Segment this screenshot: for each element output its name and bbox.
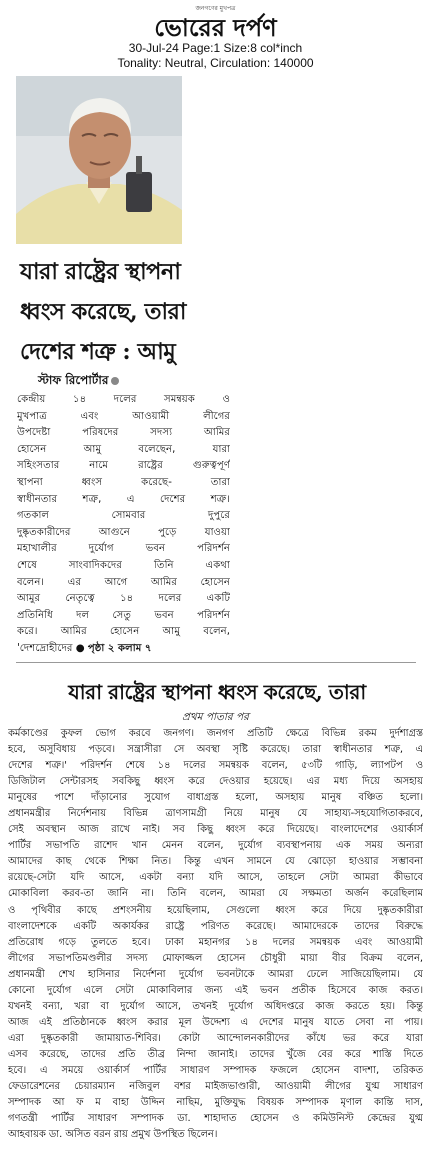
story-line: মোকাবিলা করব-তা জানি না। তিনি বলেন, আমরা যে সক্ষমতা অর্জন করেছিলাম <box>8 888 423 900</box>
continued-story <box>8 726 423 1143</box>
continued-headline: যারা রাষ্ট্রের স্থাপনা ধ্বংস করেছে, তারা <box>68 680 366 704</box>
story-line: গতকাল সোমবার দুপুরে <box>17 510 230 522</box>
main-headline-line: দেশের শত্রু : আমু <box>20 339 176 365</box>
clip-info: 30-Jul-24 Page:1 Size:8 col*inch <box>128 41 303 55</box>
main-headline <box>20 252 216 372</box>
story-line: সহিংসতার নামে রাষ্ট্রের গুরুত্বপূর্ণ <box>17 460 230 472</box>
story-line: সেই অবস্থান আজ রাখে নাই। সব কিছু ধ্বংস করে দিয়েছে। বাংলাদেশের ওয়ার্কার্স <box>8 824 423 836</box>
story-line-jump: 'দেশদ্রোহীদের ● পৃষ্ঠা ২ কলাম ৭ <box>17 642 152 654</box>
story-line: দুষ্কৃতকারীদের আগুনে পুড়ে যাওয়া <box>17 526 230 538</box>
story-line: প্রতিনিধি দল সেতু ভবন পরিদর্শন <box>17 609 230 621</box>
story-line: করে। আমির হোসেন আমু বলেন, <box>17 626 230 638</box>
main-headline-line: যারা রাষ্ট্রের স্থাপনা <box>20 259 181 285</box>
story-tail-text: 'দেশদ্রোহীদের <box>17 642 73 654</box>
story-line: ডিজিটাল সেন্টারসহ সবকিছু ধ্বংস করে দেওয়ার হয়েছে। এর মধ্য দিয়ে অসহায় <box>8 776 423 788</box>
story-line: আমুর নেতৃত্বে ১৪ দলের একটি <box>17 593 230 605</box>
story-line: প্রধানমন্ত্রী শেখ হাসিনার নির্দেশনা দুর্যোগ ভবনটাকে আমরা ঢেলে সাজিয়েছিলাম। যে <box>8 968 423 980</box>
story-line: মুখপাত্র এবং আওয়ামী লীগের <box>17 410 230 422</box>
story-line: উপদেষ্টা পরিষদের সদস্য আমির <box>17 427 230 439</box>
story-line: সম্পাদক আ ফ ম বাহা উদ্দিন নাছিম, মুক্তিযুদ্ধ বিষয়ক সম্পাদক মৃণাল কান্তি দাস, <box>8 1097 423 1109</box>
section-divider <box>16 662 416 663</box>
story-line: হোসেন আমু বলেছেন, যারা <box>17 443 230 455</box>
story-line: আজ এই প্রতিষ্ঠানকে ধ্বংস করার মূল উদ্দেশ্য এ দেশের মানুষ যাতে সেবা না পায়। <box>8 1016 423 1028</box>
main-headline-line: ধ্বংস করেছে, তারা <box>20 299 186 325</box>
continued-from-label: প্রথম পাতার পর <box>182 711 249 723</box>
clip-stats: Tonality: Neutral, Circulation: 140000 <box>117 56 314 70</box>
story-line: কেন্দ্রীয় ১৪ দলের সমন্বয়ক ও <box>17 394 230 405</box>
story-line: গণতন্ত্রী পার্টির সাধারণ সম্পাদক ডা. শাহাদাত হোসেন ও কমিউনিস্ট কেন্দ্রের যুগ্ম <box>8 1113 423 1125</box>
story-line: এরা দুষ্কৃতকারী জামায়াত-শিবির। কোটা আন্দোলনকারীদের কাঁধে ভর করে যারা <box>8 1032 423 1044</box>
story-line: ফেডারেশনের চেয়ারম্যান নজিবুল বশর মাইজভাণ্ডারী, আওয়ামী লীগের যুগ্ম সাধারণ <box>8 1081 423 1093</box>
story-line: আমাদের কাছ থেকে শিক্ষা নিত। কিন্তু এখন সামনে যে ঝোড়ো হাওয়ার সম্ভাবনা <box>8 856 423 868</box>
story-line: আহবায়ক ডা. অসিত বরন রায় প্রমুখ উপস্থিত ছিলেন। <box>8 1129 218 1141</box>
story-line: কোনো দুর্যোগ এলে সেটা মোকাবিলার জন্য এই ভবন প্রতীক হিসেবে কাজ করত। <box>8 984 423 996</box>
story-line: এসব করেছে, তাদের প্রতি তীব্র নিন্দা জানাই। তাদের খুঁজে বের করে শাস্তি দিতে <box>8 1048 423 1060</box>
byline-dot-icon <box>111 377 119 385</box>
story-line: স্থাপনা ধ্বংস করেছে- তারা <box>17 476 230 488</box>
story-line: লীগের সভাপতিমণ্ডলীর সদস্য মোফাজ্জল হোসেন চৌধুরী মায়া বীর বিক্রম বলেন, <box>8 952 423 964</box>
story-line: যখনই বন্যা, খরা বা দুর্যোগ আসে, তখনই দুর্যোগ অধিদপ্তরে কাজ করতে হয়। কিন্তু <box>8 1000 423 1012</box>
story-line: হবে, অসুবিধায় পড়বে। সন্ত্রাসীরা সে অবস্থা সৃষ্টি করেছে। তারা স্বাধীনতার শত্রু, এ <box>8 744 423 756</box>
story-line: দেশের শত্রু।' পরিদর্শন শেষে ১৪ দলের সমন্বয়ক বলেন, ৫৩টি গাড়ি, ল্যাপটপ ও <box>8 760 423 772</box>
story-line: বাংলাদেশকে একটি অকার্যকর রাষ্ট্রে পরিণত করেছে। আমাদেরকে তাদের বিরুদ্ধে <box>8 920 423 932</box>
story-line: প্রধানমন্ত্রীর নির্দেশনায় বিভিন্ন ত্রাণসামগ্রী নিয়ে মানুষ যে সাহায্য-সহযোগিতাকরবে, <box>8 808 423 820</box>
jump-reference: পৃষ্ঠা ২ কলাম ৭ <box>87 642 152 654</box>
story-line: প্রতিরোধ গড়ে তুলতে হবে। ঢাকা মহানগর ১৪ দলের সমন্বয়ক এবং আওয়ামী <box>8 936 423 948</box>
story-line: বলেন। এর আগে আমির হোসেন <box>17 576 230 588</box>
story-line: শেষে সাংবাদিকদের তিনি একথা <box>17 559 230 571</box>
story-line: মানুষের পাশে দাঁড়ানোর সুযোগ বাধাগ্রস্ত হলো, অসহায় মানুষ বঞ্চিত হলো। <box>8 792 423 804</box>
newspaper-logo: ভোরের দর্পণ <box>154 13 277 42</box>
byline-text: স্টাফ রিপোর্টার <box>38 373 109 387</box>
portrait-image <box>16 76 182 244</box>
story-line: হবে। এ সময়ে ওয়ার্কার্স পার্টির সাধারণ সম্পাদক ফজলে হোসেন বাদশা, তরিকত <box>8 1064 423 1076</box>
story-line: রয়েছে-সেটা যদি আসে, একটা বন্যা যদি আসে, তাহলে সেটা আমরা কীভাবে <box>8 872 423 884</box>
byline <box>38 372 228 388</box>
story-line: ও পৃথিবীর কাছে প্রশংসনীয় হয়েছিলাম, সেগুলো ধ্বংস করে দিয়ে দুষ্কৃতকারীরা <box>8 904 423 916</box>
masthead-tagline: জনগণের মুখপত্র <box>195 5 236 12</box>
story-line: কর্মকাণ্ডের কুফল ভোগ করবে জনগণ। জনগণ প্রতিটি ক্ষেত্রে বিভিন্ন রকম দুর্দশাগ্রস্ত <box>8 728 423 739</box>
story-line: পার্টির সভাপতি রাশেদ খান মেনন বলেন, দুর্যোগ ব্যবস্থাপনায় এক সময় অন্যরা <box>8 840 423 852</box>
speaker-photo <box>16 76 182 244</box>
front-page-story <box>17 392 230 654</box>
story-line: মহাখালীর দুর্যোগ ভবন পরিদর্শন <box>17 543 230 555</box>
story-line: স্বাধীনতার শত্রু, এ দেশের শত্রু। <box>17 493 230 505</box>
